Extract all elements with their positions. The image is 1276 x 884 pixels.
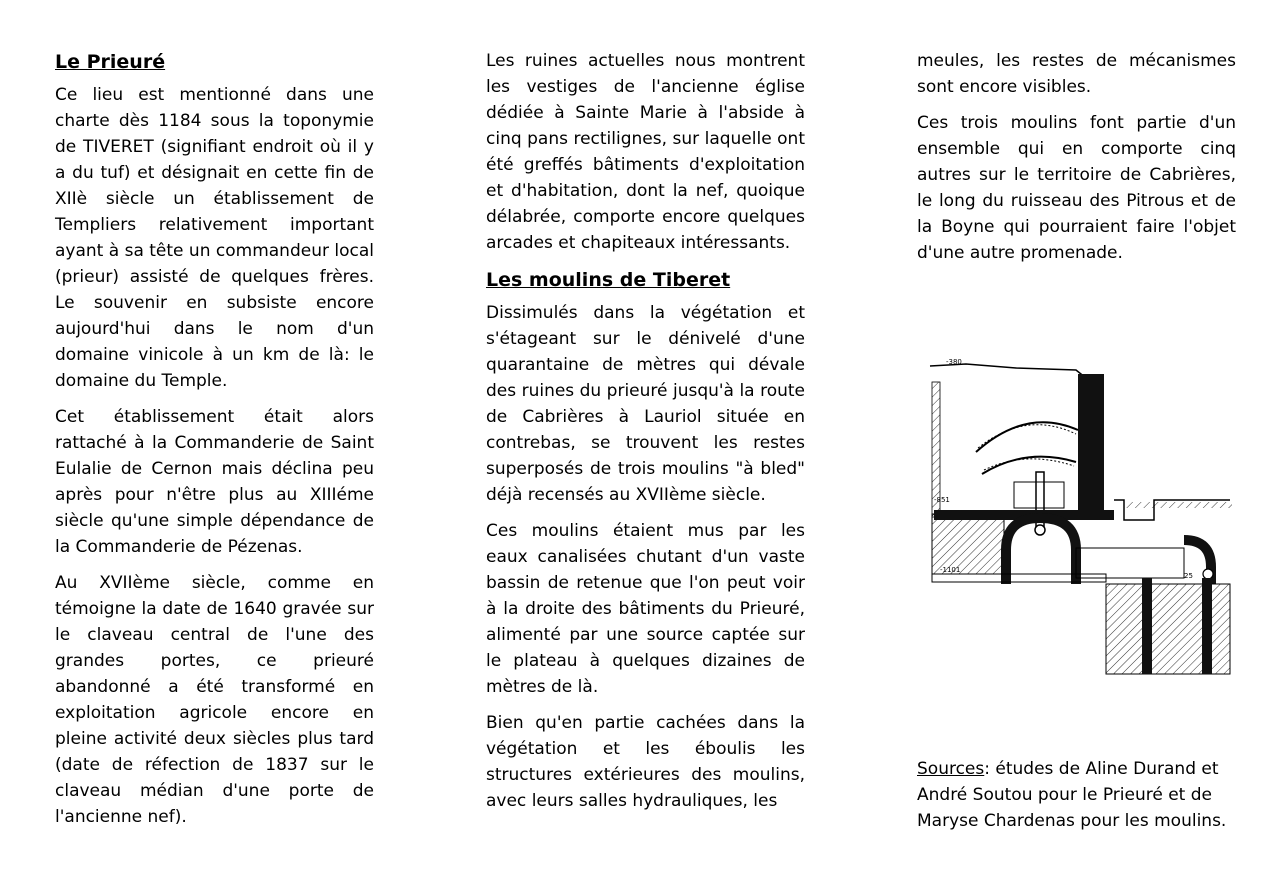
paragraph: Dissimulés dans la végétation et s'étageant sur le dénivelé d'une quarantaine de mètres qui dévale des ruines du prieuré jusqu'à la route de Cabrières à Lauriol située en contrebas, se trouvent les restes superposés de trois moulins "à bled" déjà recensés au XVIIème siècle.	[486, 303, 805, 505]
column-continued	[917, 48, 1236, 276]
paragraph: meules, les restes de mécanismes sont encore visibles.	[917, 51, 1236, 97]
section-title-moulins: Les moulins de Tiberet	[486, 269, 731, 291]
section-title-prieure: Le Prieuré	[55, 51, 166, 73]
paragraph: Ces moulins étaient mus par les eaux canalisées chutant d'un vaste bassin de retenue que l'on peut voir à la droite des bâtiments du Prieuré, alimenté par une source captée sur le plateau à quelques dizaines de mètres de là.	[486, 521, 805, 697]
elevation-label: 25	[1184, 572, 1193, 580]
paragraph: Ces trois moulins font partie d'un ensemble qui en comporte cinq autres sur le territoire de Cabrières, le long du ruisseau des Pitrous et de la Boyne qui pourraient faire l'objet d'une autre promenade.	[917, 113, 1236, 263]
paragraph: Les ruines actuelles nous montrent les vestiges de l'ancienne église dédiée à Sainte Marie à l'abside à cinq pans rectilignes, sur laquelle ont été greffés bâtiments d'exploitation et d'habitation, dont la nef, quoique délabrée, comporte encore quelques arcades et chapiteaux intéressants.	[486, 51, 805, 253]
column-moulins	[486, 48, 805, 824]
mill-cross-section-drawing	[926, 352, 1238, 682]
paragraph: Au XVIIème siècle, comme en témoigne la date de 1640 gravée sur le claveau central de l'une des grandes portes, ce prieuré abandonné a été transformé en exploitation agricole encore en pleine activité deux siècles plus tard (date de réfection de 1837 sur le claveau médian d'une porte de l'ancienne nef).	[55, 573, 374, 827]
paragraph: Bien qu'en partie cachées dans la végétation et les éboulis les structures extérieures des moulins, avec leurs salles hydrauliques, les	[486, 713, 805, 811]
elevation-label: -1101	[940, 566, 961, 574]
elevation-label: -851	[934, 496, 950, 504]
column-prieure	[55, 48, 374, 840]
sources-text: : études de Aline Durand et André Soutou pour le Prieuré et de Maryse Chardenas pour les moulins.	[917, 759, 1227, 831]
sources-note	[917, 756, 1239, 834]
paragraph: Cet établissement était alors rattaché à la Commanderie de Saint Eulalie de Cernon mais déclina peu après pour n'être plus au XIIIéme siècle qu'une simple dépendance de la Commanderie de Pézenas.	[55, 407, 374, 557]
sources-label: Sources	[917, 759, 985, 779]
elevation-label: -380	[946, 358, 962, 366]
paragraph: Ce lieu est mentionné dans une charte dès 1184 sous la toponymie de TIVERET (signifiant endroit où il y a du tuf) et désignait en cette fin de XIIè siècle un établissement de Templiers relativement important ayant à sa tête un commandeur local (prieur) assisté de quelques frères. Le souvenir en subsiste encore aujourd'hui dans le nom d'un domaine vinicole à un km de là: le domaine du Temple.	[55, 85, 374, 391]
